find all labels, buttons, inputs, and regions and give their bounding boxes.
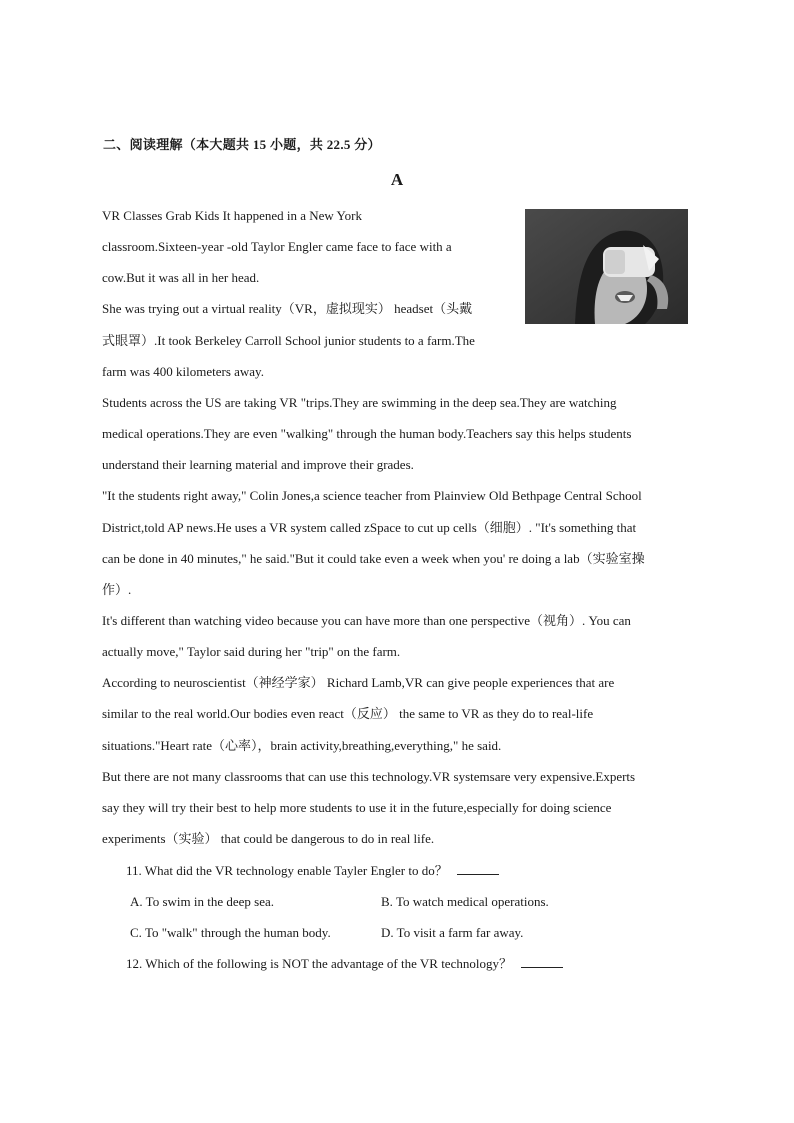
passage-line: say they will try their best to help more students to use it in the future,especially for doing science xyxy=(102,799,612,815)
vr-headset-photo xyxy=(525,209,688,324)
passage-line: Students across the US are taking VR "trips.They are swimming in the deep sea.They are watching xyxy=(102,394,617,410)
section-title: 二、阅读理解（本大题共 15 小题，共 22.5 分） xyxy=(103,137,381,152)
option-c[interactable] xyxy=(130,924,331,942)
option-a[interactable] xyxy=(130,893,274,911)
passage-line: medical operations.They are even "walking" through the human body.Teachers say this helps students xyxy=(102,426,632,442)
answer-blank[interactable] xyxy=(521,955,563,968)
option-letter: B. xyxy=(381,894,393,909)
passage-line: "It the students right away," Colin Jones,a science teacher from Plainview Old Bethpage Central School xyxy=(102,488,642,504)
passage-line: It's different than watching video because you can have more than one perspective（视角）. You can xyxy=(102,612,631,628)
passage-line: experiments（实验） that could be dangerous to do in real life. xyxy=(102,831,435,846)
option-text: To watch medical operations. xyxy=(395,894,549,909)
option-text: To "walk" through the human body. xyxy=(144,925,331,940)
question-number: 12. xyxy=(126,956,143,971)
option-b[interactable] xyxy=(381,893,549,911)
passage-line: actually move," Taylor said during her "trip" on the farm. xyxy=(102,644,401,660)
option-text: To visit a farm far away. xyxy=(396,925,524,940)
option-text: To swim in the deep sea. xyxy=(145,894,274,909)
option-letter: A. xyxy=(130,894,143,909)
passage-line: 式眼罩）.It took Berkeley Carroll School junior students to a farm.The xyxy=(102,332,475,348)
option-d[interactable] xyxy=(381,924,523,942)
passage-line: District,told AP news.He uses a VR system called zSpace to cut up cells（细胞）. "It's something that xyxy=(102,519,637,535)
answer-blank[interactable] xyxy=(457,862,499,875)
passage-line: can be done in 40 minutes," he said."But it could take even a week when you' re doing a lab（实验室操 xyxy=(102,550,645,566)
option-letter: D. xyxy=(381,925,394,940)
passage-line: similar to the real world.Our bodies even react（反应） the same to VR as they do to real-life xyxy=(102,706,594,722)
passage-line: According to neuroscientist（神经学家） Richard Lamb,VR can give people experiences that are xyxy=(102,675,615,691)
passage-line: VR Classes Grab Kids It happened in a New York xyxy=(102,208,362,223)
question-number: 11. xyxy=(126,863,142,878)
passage-line: But there are not many classrooms that can use this technology.VR systemsare very expensive.Experts xyxy=(102,768,636,784)
passage-line: cow.But it was all in her head. xyxy=(102,270,260,286)
passage-label: A xyxy=(390,170,404,189)
passage-line: 作）. xyxy=(102,581,132,597)
passage-line: understand their learning material and improve their grades. xyxy=(102,457,414,473)
question-text: Which of the following is NOT the advantage of the VR technology？ xyxy=(145,956,512,971)
passage-line: situations."Heart rate（心率），brain activity,breathing,everything," he said. xyxy=(102,737,502,753)
question-11-stem xyxy=(126,862,499,880)
question-text: What did the VR technology enable Tayler Engler to do？ xyxy=(144,863,448,878)
passage-line: farm was 400 kilometers away. xyxy=(102,363,264,379)
passage-line: classroom.Sixteen-year -old Taylor Engler came face to face with a xyxy=(102,239,452,255)
option-letter: C. xyxy=(130,925,142,940)
question-12-stem xyxy=(126,955,563,973)
passage-line: She was trying out a virtual reality（VR，虚拟现实） headset（头戴 xyxy=(102,301,473,317)
